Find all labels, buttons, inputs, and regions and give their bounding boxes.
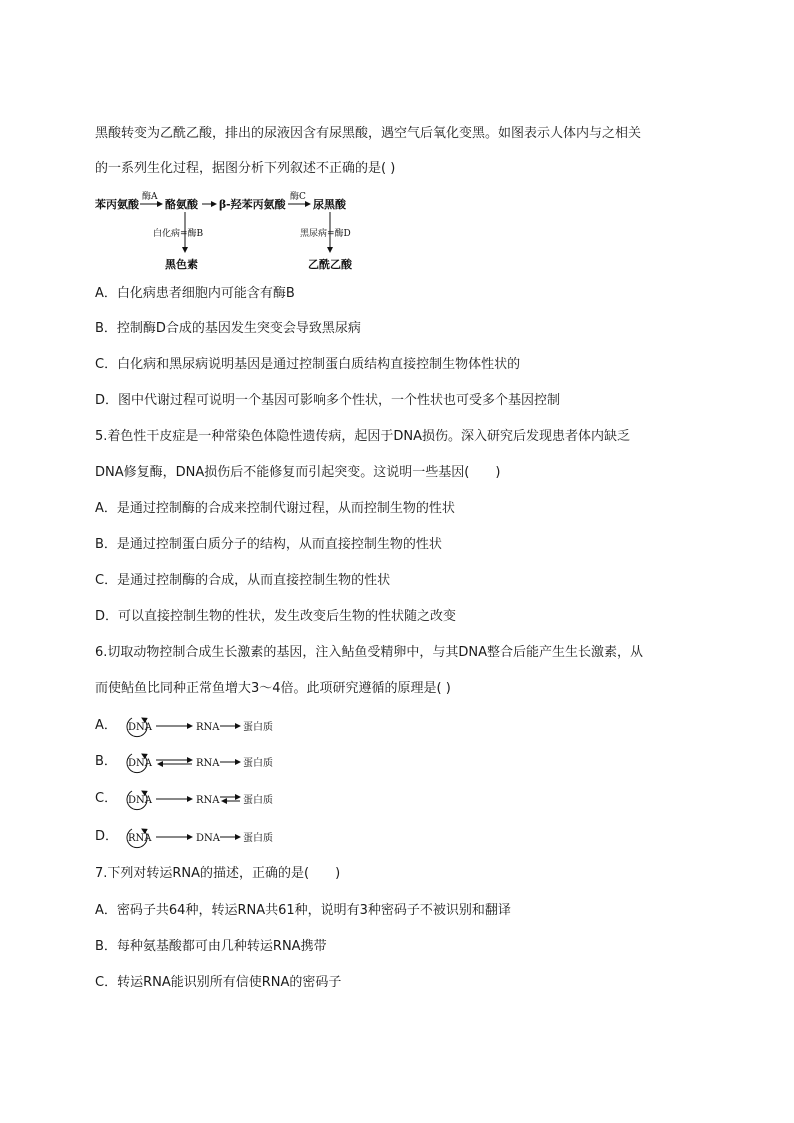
branch2-label: 黑尿病=酶D	[300, 229, 351, 239]
q4-option-d	[95, 392, 560, 410]
option-label: D．	[95, 609, 119, 624]
flow-first: DNA	[128, 722, 152, 733]
q4-option-b	[95, 320, 361, 338]
q7-option-b	[95, 938, 327, 956]
q6-option-b-flow	[120, 748, 280, 776]
flow-last: 蛋白质	[243, 795, 273, 806]
option-label: A．	[95, 501, 117, 516]
pathway-node-tyrosine: 酪氨酸	[165, 198, 198, 211]
q5-option-a	[95, 500, 455, 518]
branch2-product: 乙酰乙酸	[308, 258, 352, 271]
option-label: A．	[95, 286, 117, 301]
option-text: 白化病和黑尿病说明基因是通过控制蛋白质结构直接控制生物体性状的	[117, 357, 521, 372]
option-text: 转运RNA能识别所有信使RNA的密码子	[117, 975, 342, 990]
branch1-product: 黑色素	[165, 258, 198, 271]
flow-last: 蛋白质	[243, 722, 273, 733]
enzyme-a-label: 酶A	[142, 192, 158, 202]
q6-option-c-label: C．	[95, 791, 118, 806]
option-text: 是通过控制酶的合成，从而直接控制生物的性状	[117, 573, 391, 588]
option-text: 可以直接控制生物的性状，发生改变后生物的性状随之改变	[118, 609, 457, 624]
branch1-label: 白化病=酶B	[153, 229, 204, 239]
flow-mid: RNA	[196, 758, 220, 769]
q6-option-a-flow	[120, 712, 280, 740]
q5-option-d	[95, 608, 456, 626]
option-label: B．	[95, 537, 117, 552]
q4-option-a	[95, 285, 295, 303]
q5-stem-line2: DNA修复酶，DNA损伤后不能修复而引起突变。这说明一些基因( )	[95, 465, 501, 480]
q6-option-c-flow	[120, 785, 280, 813]
q6-option-d-flow	[120, 823, 280, 851]
option-text: 是通过控制酶的合成来控制代谢过程，从而控制生物的性状	[116, 501, 455, 516]
q4-pathway-diagram	[90, 190, 390, 275]
option-text: 每种氨基酸都可由几种转运RNA携带	[116, 939, 327, 954]
option-label: B．	[95, 321, 117, 336]
q5-option-b	[95, 536, 442, 554]
option-label: C．	[95, 975, 118, 990]
q4-option-c	[95, 356, 520, 374]
option-label: C．	[95, 357, 118, 372]
flow-mid: RNA	[196, 722, 220, 733]
flow-mid: DNA	[196, 833, 220, 844]
option-text: 白化病患者细胞内可能含有酶B	[116, 286, 295, 301]
flow-last: 蛋白质	[243, 758, 273, 769]
q5-option-c	[95, 572, 390, 590]
pathway-node-homogentisic: 尿黑酸	[313, 198, 346, 211]
q7-option-c	[95, 974, 341, 992]
q6-option-a-label: A．	[95, 718, 117, 733]
pathway-node-hydroxyphenyl: -羟苯丙氨酸	[226, 198, 286, 211]
option-label: C．	[95, 573, 118, 588]
flow-first: RNA	[128, 833, 152, 844]
option-label: A．	[95, 903, 117, 918]
q6-stem-line2: 而使鲇鱼比同种正常鱼增大3～4倍。此项研究遵循的原理是( )	[95, 681, 451, 696]
option-text: 是通过控制蛋白质分子的结构，从而直接控制生物的性状	[116, 537, 442, 552]
flow-last: 蛋白质	[243, 833, 273, 844]
q6-option-d-label: D．	[95, 829, 119, 844]
pathway-node-phenylalanine: 苯丙氨酸	[95, 198, 139, 211]
option-text: 控制酶D合成的基因发生突变会导致黑尿病	[116, 321, 361, 336]
q7-stem: 7.下列对转运RNA的描述，正确的是( )	[95, 866, 341, 881]
flow-first: DNA	[128, 795, 152, 806]
pathway-node-beta: β	[219, 198, 227, 211]
q7-option-a	[95, 902, 511, 920]
option-label: D．	[95, 393, 119, 408]
enzyme-c-label: 酶C	[290, 192, 306, 202]
q6-option-b-label: B．	[95, 754, 117, 769]
q6-stem-line1: 6.切取动物控制合成生长激素的基因，注入鲇鱼受精卵中，与其DNA整合后能产生生长激素，从	[95, 645, 644, 660]
option-text: 密码子共64种，转运RNA共61种，说明有3种密码子不被识别和翻译	[116, 903, 511, 918]
option-label: B．	[95, 939, 117, 954]
flow-mid: RNA	[196, 795, 220, 806]
q4-stem-line1: 黑酸转变为乙酰乙酸，排出的尿液因含有尿黑酸，遇空气后氧化变黑。如图表示人体内与之相关	[95, 126, 642, 141]
q5-stem-line1: 5.着色性干皮症是一种常染色体隐性遗传病，起因于DNA损伤。深入研究后发现患者体内缺乏	[95, 429, 631, 444]
q4-stem-line2: 的一系列生化过程，据图分析下列叙述不正确的是( )	[95, 161, 396, 176]
flow-first: DNA	[128, 758, 152, 769]
option-text: 图中代谢过程可说明一个基因可影响多个性状，一个性状也可受多个基因控制	[118, 393, 561, 408]
